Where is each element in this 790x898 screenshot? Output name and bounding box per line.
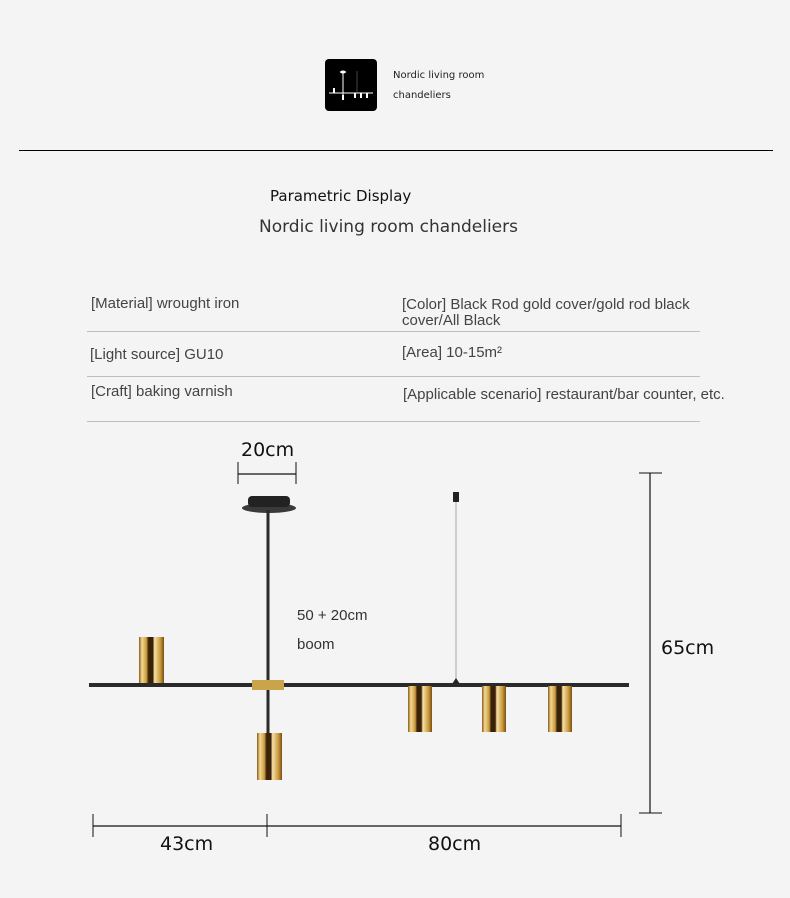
- lamp-head: [408, 686, 432, 732]
- joint-sleeve: [252, 680, 284, 690]
- canopy-width-dimension: [238, 462, 296, 484]
- boom-label: boom: [297, 636, 335, 653]
- height-label: 65cm: [661, 637, 715, 659]
- spec-color: [Color] Black Rod gold cover/gold rod black cover/All Black: [402, 296, 690, 329]
- section-subtitle: Nordic living room chandeliers: [259, 217, 518, 237]
- lamp-head: [548, 686, 572, 732]
- spec-light-source: [Light source] GU10: [90, 346, 224, 363]
- boom-length-label: 50 + 20cm: [297, 607, 368, 624]
- lamp-head-up: [139, 637, 164, 683]
- canopy-width-label: 20cm: [241, 439, 295, 461]
- suspension-wire: [452, 492, 460, 684]
- lamp-head: [482, 686, 506, 732]
- right-length-label: 80cm: [428, 833, 482, 855]
- spec-scenario: [Applicable scenario] restaurant/bar counter, etc.: [403, 386, 725, 403]
- brand-line-2: chandeliers: [393, 90, 451, 101]
- lamp-head-boom: [257, 733, 282, 780]
- spec-area: [Area] 10-15m²: [402, 344, 503, 361]
- spec-craft: [Craft] baking varnish: [91, 383, 233, 400]
- spec-material: [Material] wrought iron: [91, 295, 240, 312]
- brand-line-1: Nordic living room: [393, 70, 485, 81]
- height-dimension: [639, 473, 662, 813]
- left-length-label: 43cm: [160, 833, 214, 855]
- section-title: Parametric Display: [270, 187, 412, 205]
